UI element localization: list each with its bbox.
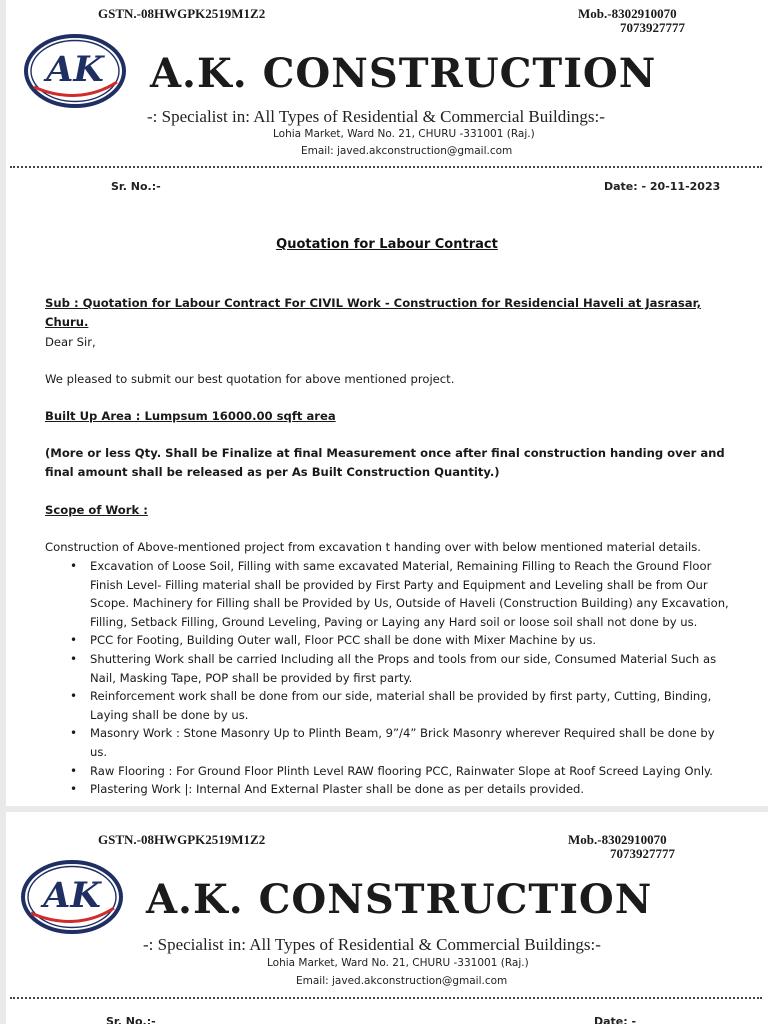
scope-item: • Shuttering Work shall be carried Including all the Props and tools from our side, Consumed Material Such as Nail, Masking Tape, POP shall be provided by first party. (45, 650, 735, 687)
quantity-note: (More or less Qty. Shall be Finalize at final Measurement once after final construction handing over and final amount shall be released as per As Built Construction Quantity.) (45, 446, 725, 479)
salutation: Dear Sir, (45, 335, 96, 349)
intro-paragraph: We pleased to submit our best quotation for above mentioned project. (45, 372, 455, 386)
company-email: Email: javed.akconstruction@gmail.com (301, 145, 513, 157)
gstn-number: GSTN.-08HWGPK2519M1Z2 (98, 832, 266, 847)
company-email: Email: javed.akconstruction@gmail.com (296, 975, 508, 987)
mobile-numbers (568, 833, 675, 861)
scope-item: • Reinforcement work shall be done from our side, material shall be provided by first party, Cutting, Binding, Laying shall be done by us. (45, 687, 735, 724)
company-name: A.K. CONSTRUCTION (150, 50, 657, 97)
scope-intro: Construction of Above-mentioned project from excavation t handing over with below mentioned material details. (45, 540, 701, 554)
scope-item: • Raw Flooring : For Ground Floor Plinth Level RAW flooring PCC, Rainwater Slope at Roof Screed Laying Only. (45, 762, 735, 781)
scope-item: • Masonry Work : Stone Masonry Up to Plinth Beam, 9”/4” Brick Masonry wherever Required shall be done by us. (45, 724, 735, 761)
svg-text:AK: AK (43, 875, 101, 916)
scope-heading: Scope of Work : (45, 503, 148, 517)
company-tagline: -: Specialist in: All Types of Residential & Commercial Buildings:- (147, 107, 605, 126)
serial-number-label: Sr. No.:- (111, 180, 161, 193)
mobile-number-2: 7073927777 (620, 20, 685, 35)
quotation-date: Date: - 20-11-2023 (604, 180, 721, 193)
company-name: A.K. CONSTRUCTION (146, 876, 653, 923)
letterhead-divider (10, 997, 762, 1000)
date-label: Date: - (594, 1015, 637, 1024)
company-logo (20, 858, 124, 936)
scope-item: • PCC for Footing, Building Outer wall, Floor PCC shall be done with Mixer Machine by us. (45, 631, 735, 650)
scope-of-work-list (45, 557, 735, 799)
scope-item: • Plastering Work |: Internal And External Plaster shall be done as per details provided. (45, 780, 735, 799)
gstn-number: GSTN.-08HWGPK2519M1Z2 (98, 6, 266, 21)
subject-line: Sub : Quotation for Labour Contract For CIVIL Work - Construction for Residencial Haveli at Jasrasar, Churu. (45, 296, 702, 329)
company-address: Lohia Market, Ward No. 21, CHURU -331001 (Raj.) (273, 128, 535, 140)
mobile-number-2: 7073927777 (610, 846, 675, 861)
serial-number-label: Sr. No.:- (106, 1015, 156, 1024)
mobile-number-1: Mob.-8302910070 (568, 832, 667, 847)
letterhead-divider (10, 166, 762, 169)
company-tagline: -: Specialist in: All Types of Residential & Commercial Buildings:- (143, 935, 601, 954)
built-up-area: Built Up Area : Lumpsum 16000.00 sqft area (45, 409, 336, 423)
company-address: Lohia Market, Ward No. 21, CHURU -331001 (Raj.) (267, 957, 529, 969)
quotation-page-1 (6, 0, 768, 806)
mobile-number-1: Mob.-8302910070 (578, 6, 677, 21)
document-title (6, 237, 768, 252)
document-title-text: Quotation for Labour Contract (276, 237, 498, 252)
scope-item: • Excavation of Loose Soil, Filling with same excavated Material, Remaining Filling to Reach the Ground Floor Finish Level- Filling material shall be provided by First Party and Equipment and Leveling shall be from Our Scope. Machinery for Filling shall be Provided by Us, Outside of Haveli (Construction Building) any Excavation, Filling, Setback Filling, Ground Leveling, Paving or Laying any Hard soil or loose soil shall not done by us. (45, 557, 735, 631)
svg-text:AK: AK (46, 49, 104, 90)
mobile-numbers (578, 7, 685, 35)
company-logo (23, 32, 127, 110)
quotation-page-2 (6, 812, 768, 1024)
